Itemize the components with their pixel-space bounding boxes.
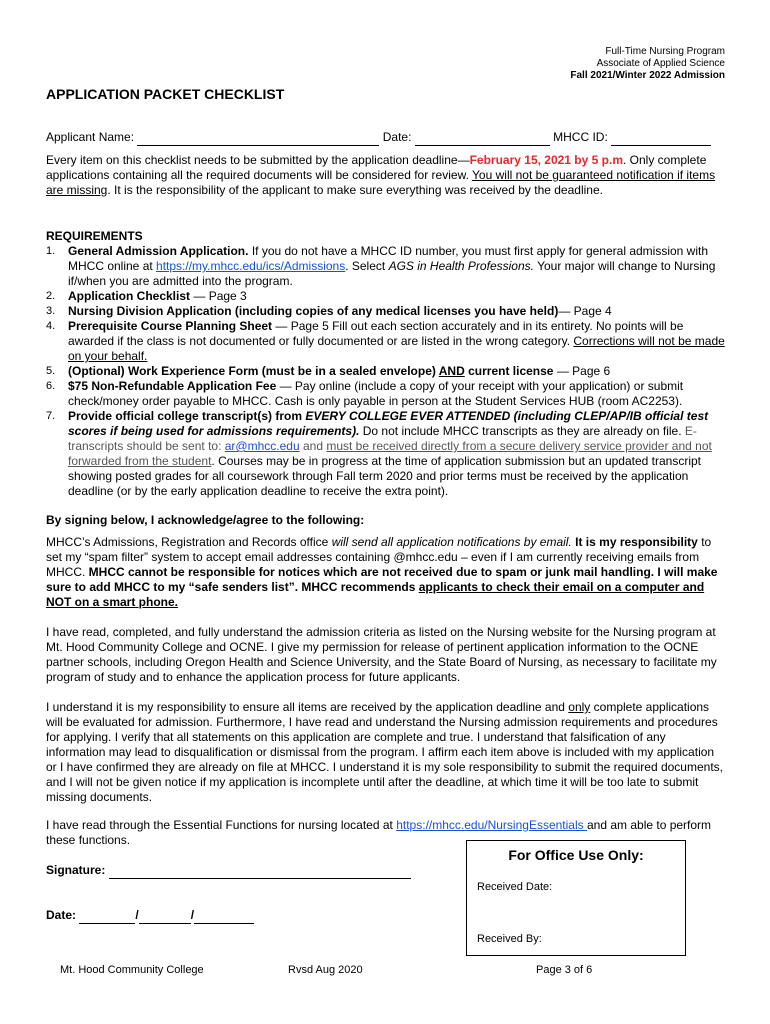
para-text-underline: only <box>568 700 591 714</box>
degree-name: Associate of Applied Science <box>596 58 725 69</box>
delivery-notice: must be received directly from a secure delivery service provider and not forwarded from the student <box>68 439 712 468</box>
admission-term: Fall 2021/Winter 2022 Admission <box>570 70 725 81</box>
item-title: $75 Non-Refundable Application Fee <box>68 379 277 393</box>
requirement-item-6 <box>46 379 726 409</box>
para-text: I have read through the Essential Functions for nursing located at <box>46 818 397 832</box>
requirement-item-7 <box>46 409 726 499</box>
received-by-label: Received By: <box>477 933 542 945</box>
date-field[interactable] <box>415 130 550 146</box>
item-title-2: current license <box>464 364 554 378</box>
item-number: 3. <box>46 305 56 317</box>
item-title: (Optional) Work Experience Form (must be in a sealed envelope) <box>68 364 439 378</box>
admissions-link[interactable]: https://my.mhcc.edu/ics/Admissions <box>156 259 346 273</box>
para-text: and am able to perform these functions. <box>46 818 712 847</box>
item-number: 1. <box>46 245 56 257</box>
requirement-item-2 <box>46 289 726 304</box>
essential-functions-link[interactable]: https://mhcc.edu/NursingEssentials <box>396 818 587 832</box>
applicant-name-field[interactable] <box>137 130 379 146</box>
office-use-box <box>466 840 686 956</box>
item-text-gray: and <box>299 439 327 453</box>
intro-paragraph <box>46 153 726 198</box>
para-text: to set my “spam filter” system to accept email addresses containing @mhcc.edu – even if I am currently receiving emails from MHCC. <box>46 535 712 579</box>
item-title-and: AND <box>438 364 465 378</box>
signature-date-label: Date: <box>46 908 77 922</box>
corrections-notice: Corrections will not be made on your behalf. <box>68 334 725 363</box>
requirements-list <box>46 244 726 499</box>
admission-criteria-paragraph: I have read, completed, and fully understand the admission criteria as listed on the Nursing website for the Nursing program at Mt. Hood Community College and OCNE. I give my permission for release of pertinent application information to the OCNE partner schools, including Oregon Health and Science University, and the State Board of Nursing, as necessary to facilitate my program of study and to enhance the application process for future applicants. <box>46 625 717 684</box>
item-text: If you do not have a MHCC ID number, you must first apply for general admission with MHCC online at <box>68 244 709 273</box>
requirement-item-1 <box>46 244 726 289</box>
requirements-section <box>46 229 726 499</box>
signature-row <box>46 863 426 879</box>
signature-label: Signature: <box>46 863 106 877</box>
item-title: General Admission Application. <box>68 244 249 258</box>
para-text: complete applications will be evaluated for admission. Furthermore, I have read and understand the Nursing admission requirements and procedures for applying. I verify that all statements on this application are complete and true. I understand that falsification of any information may lead to disqualification or dismissal from the program. I affirm each item above is included with my application or I have confirmed they are already on file at MHCC. I understand it is my sole responsibility to submit the required documents, and I will not be given notice if my application is incomplete until after the deadline, at which time it will be too late to submit missing documents. <box>46 700 723 804</box>
para-text-bold-underline: applicants to check their email on a computer and NOT on a smart phone. <box>46 580 705 609</box>
date-day-field[interactable] <box>139 908 191 924</box>
para-text-bold: MHCC cannot be responsible for notices which are not received due to spam or junk mail handling. I will make sure to add MHCC to my “safe senders list”. MHCC recommends <box>46 565 718 594</box>
footer-page-number: Page 3 of 6 <box>536 964 593 976</box>
date-label: Date: <box>382 130 412 144</box>
item-text: Do not include MHCC transcripts as they are already on file. <box>359 424 685 438</box>
email-paragraph <box>46 535 726 610</box>
item-text: . Courses may be in progress at the time of application submission but an updated transcript showing posted grades for all coursework through Fall term 2020 and prior terms must be received by the application deadline (or by the early application deadline to receive the extra point). <box>68 454 702 498</box>
item-number: 7. <box>46 410 56 422</box>
mhcc-id-label: MHCC ID: <box>553 130 608 144</box>
mhcc-id-field[interactable] <box>611 130 711 146</box>
office-use-heading: For Office Use Only: <box>508 847 644 863</box>
document-header <box>570 46 725 82</box>
item-title: Prerequisite Course Planning Sheet <box>68 319 273 333</box>
item-title-italic: EVERY COLLEGE EVER ATTENDED (including CLEP/AP/IB official test scores if being used for admissions requirements). <box>68 409 709 438</box>
item-text-italic: AGS in Health Professions. <box>388 259 534 273</box>
item-text: — Page 4 <box>558 304 612 318</box>
para-text-bold: It is my responsibility <box>571 535 698 549</box>
footer-college: Mt. Hood Community College <box>60 964 204 976</box>
item-number: 4. <box>46 320 56 332</box>
program-name: Full-Time Nursing Program <box>605 46 725 57</box>
item-title: Provide official college transcript(s) from <box>68 409 306 423</box>
intro-text: Every item on this checklist needs to be submitted by the application deadline— <box>46 153 470 167</box>
item-number: 5. <box>46 365 56 377</box>
requirement-item-4 <box>46 319 726 364</box>
footer-revised: Rvsd Aug 2020 <box>288 964 363 976</box>
date-row: Date: / / <box>46 908 426 924</box>
guarantee-notice: You will not be guaranteed notification if items are missing <box>46 168 716 197</box>
item-title: Application Checklist <box>68 289 191 303</box>
requirement-item-3 <box>46 304 726 319</box>
item-title: Nursing Division Application (including copies of any medical licenses you have held) <box>68 304 559 318</box>
para-text-italic: will send all application notifications by email. <box>331 535 572 549</box>
item-text: . Select <box>345 259 389 273</box>
page-title: APPLICATION PACKET CHECKLIST <box>46 86 285 102</box>
requirements-heading: REQUIREMENTS <box>46 229 143 243</box>
signature-field[interactable] <box>109 863 411 879</box>
item-text-gray: E-transcripts should be sent to: <box>68 424 697 453</box>
applicant-info-line <box>46 130 726 146</box>
ack-heading: By signing below, I acknowledge/agree to the following: <box>46 513 365 527</box>
intro-text-2: . Only complete applications containing all the required documents will be considered for review. <box>46 153 707 182</box>
requirement-item-5 <box>46 364 726 379</box>
item-number: 2. <box>46 290 56 302</box>
item-text: — Page 3 <box>190 289 247 303</box>
para-text: I understand it is my responsibility to ensure all items are received by the application deadline and <box>46 700 569 714</box>
item-text: Your major will change to Nursing if/when you are admitted into the program. <box>68 259 716 288</box>
para-text: MHCC’s Admissions, Registration and Records office <box>46 535 332 549</box>
email-link[interactable]: ar@mhcc.edu <box>224 439 300 453</box>
deadline-text: February 15, 2021 by 5 p.m <box>469 153 623 167</box>
item-text: — Page 6 <box>553 364 611 378</box>
intro-text-3: . It is the responsibility of the applicant to make sure everything was received by the deadline. <box>107 183 603 197</box>
responsibility-paragraph <box>46 700 726 805</box>
applicant-name-label: Applicant Name: <box>46 130 135 144</box>
date-year-field[interactable] <box>194 908 254 924</box>
received-date-label: Received Date: <box>477 881 553 893</box>
item-number: 6. <box>46 380 56 392</box>
date-month-field[interactable] <box>79 908 135 924</box>
item-text: — Pay online (include a copy of your receipt with your application) or submit check/money order payable to MHCC. Cash is only payable in person at the Student Services HUB (room AC2253). <box>68 379 684 408</box>
item-text: — Page 5 Fill out each section accurately and in its entirety. No points will be awarded if the class is not documented or fully documented or are listed in the wrong category. <box>68 319 684 348</box>
